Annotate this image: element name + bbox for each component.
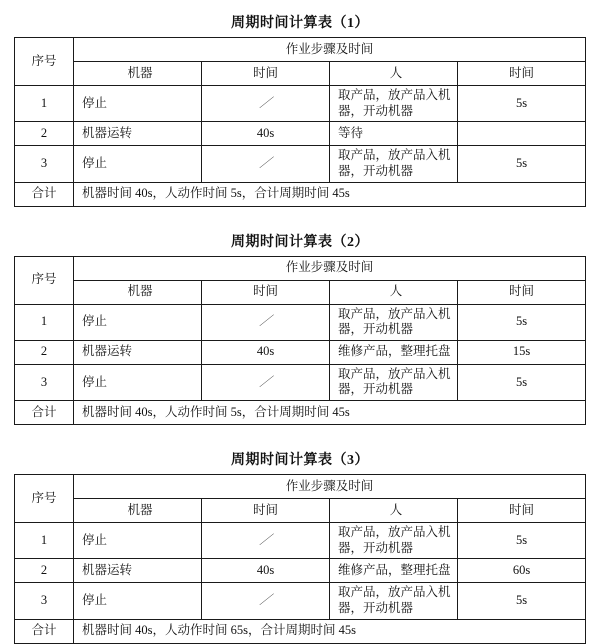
cell-time-machine: ／ [202, 523, 330, 559]
header-seq: 序号 [15, 38, 74, 86]
header-machine: 机器 [74, 499, 202, 523]
cell-seq: 3 [15, 583, 74, 619]
cell-seq: 3 [15, 146, 74, 182]
cell-seq: 2 [15, 340, 74, 364]
table-header-row-top [15, 38, 586, 62]
cycle-time-block-1 [14, 6, 586, 207]
total-text: 机器时间 40s，人动作时间 65s，合计周期时间 45s [74, 619, 586, 643]
cell-time-person: 5s [458, 583, 586, 619]
cell-person: 取产品，放产品入机器，开动机器 [330, 583, 458, 619]
cell-machine: 机器运转 [74, 122, 202, 146]
cell-time-machine: ／ [202, 86, 330, 122]
cell-person: 维修产品，整理托盘 [330, 559, 458, 583]
cell-seq: 2 [15, 122, 74, 146]
header-person: 人 [330, 499, 458, 523]
table-header-row-sub [15, 62, 586, 86]
table-row [15, 122, 586, 146]
total-label: 合计 [15, 401, 74, 425]
cycle-time-block-2 [14, 225, 586, 426]
cell-seq: 1 [15, 304, 74, 340]
table-row [15, 304, 586, 340]
table-row [15, 364, 586, 400]
cell-time-person: 5s [458, 523, 586, 559]
cell-machine: 停止 [74, 86, 202, 122]
cell-time-machine: 40s [202, 122, 330, 146]
header-group: 作业步骤及时间 [74, 38, 586, 62]
cell-time-person: 5s [458, 304, 586, 340]
block-spacer [14, 213, 586, 225]
table-total-row [15, 401, 586, 425]
cell-machine: 机器运转 [74, 559, 202, 583]
cell-person: 取产品，放产品入机器，开动机器 [330, 86, 458, 122]
table-title-3: 周期时间计算表（3） [231, 453, 369, 468]
cell-machine: 停止 [74, 364, 202, 400]
table-row [15, 559, 586, 583]
cell-person: 取产品，放产品入机器，开动机器 [330, 146, 458, 182]
cell-machine: 停止 [74, 146, 202, 182]
cell-time-person: 15s [458, 340, 586, 364]
cell-time-person: 5s [458, 86, 586, 122]
table-row [15, 583, 586, 619]
table-title-1: 周期时间计算表（1） [231, 16, 369, 31]
cell-time-machine: ／ [202, 146, 330, 182]
header-person: 人 [330, 62, 458, 86]
table-header-row-sub [15, 499, 586, 523]
cell-seq: 3 [15, 364, 74, 400]
header-machine: 机器 [74, 280, 202, 304]
table-header-row-sub [15, 280, 586, 304]
header-seq: 序号 [15, 475, 74, 523]
cell-machine: 停止 [74, 523, 202, 559]
header-seq: 序号 [15, 256, 74, 304]
block-spacer [14, 431, 586, 443]
table-header-row-top [15, 256, 586, 280]
header-group: 作业步骤及时间 [74, 256, 586, 280]
cell-person: 取产品，放产品入机器，开动机器 [330, 364, 458, 400]
cell-person: 取产品，放产品入机器，开动机器 [330, 523, 458, 559]
cell-machine: 机器运转 [74, 340, 202, 364]
table-header-row-top [15, 475, 586, 499]
cell-time-machine: 40s [202, 340, 330, 364]
cell-time-person: 5s [458, 364, 586, 400]
cell-seq: 1 [15, 86, 74, 122]
header-time-person: 时间 [458, 499, 586, 523]
cell-time-person: 60s [458, 559, 586, 583]
cell-time-machine: ／ [202, 583, 330, 619]
table-total-row [15, 182, 586, 206]
total-label: 合计 [15, 182, 74, 206]
cell-time-machine: 40s [202, 559, 330, 583]
cell-person: 维修产品，整理托盘 [330, 340, 458, 364]
cell-person: 等待 [330, 122, 458, 146]
table-row [15, 86, 586, 122]
header-time-person: 时间 [458, 62, 586, 86]
total-text: 机器时间 40s，人动作时间 5s，合计周期时间 45s [74, 401, 586, 425]
total-text: 机器时间 40s，人动作时间 5s，合计周期时间 45s [74, 182, 586, 206]
table-row [15, 523, 586, 559]
cell-machine: 停止 [74, 304, 202, 340]
cell-time-machine: ／ [202, 364, 330, 400]
cycle-time-table-1 [14, 37, 586, 207]
cell-time-person [458, 122, 586, 146]
total-label: 合计 [15, 619, 74, 643]
cycle-time-table-3 [14, 474, 586, 644]
cell-seq: 2 [15, 559, 74, 583]
cell-machine: 停止 [74, 583, 202, 619]
header-time-person: 时间 [458, 280, 586, 304]
cell-seq: 1 [15, 523, 74, 559]
header-time-machine: 时间 [202, 280, 330, 304]
table-title-2: 周期时间计算表（2） [231, 234, 369, 250]
header-person: 人 [330, 280, 458, 304]
cell-time-person: 5s [458, 146, 586, 182]
header-time-machine: 时间 [202, 499, 330, 523]
table-row [15, 146, 586, 182]
cycle-time-table-2 [14, 256, 586, 426]
cell-person: 取产品，放产品入机器，开动机器 [330, 304, 458, 340]
cell-time-machine: ／ [202, 304, 330, 340]
cycle-time-block-3 [14, 443, 586, 644]
header-machine: 机器 [74, 62, 202, 86]
table-row [15, 340, 586, 364]
header-time-machine: 时间 [202, 62, 330, 86]
table-total-row [15, 619, 586, 643]
header-group: 作业步骤及时间 [74, 475, 586, 499]
